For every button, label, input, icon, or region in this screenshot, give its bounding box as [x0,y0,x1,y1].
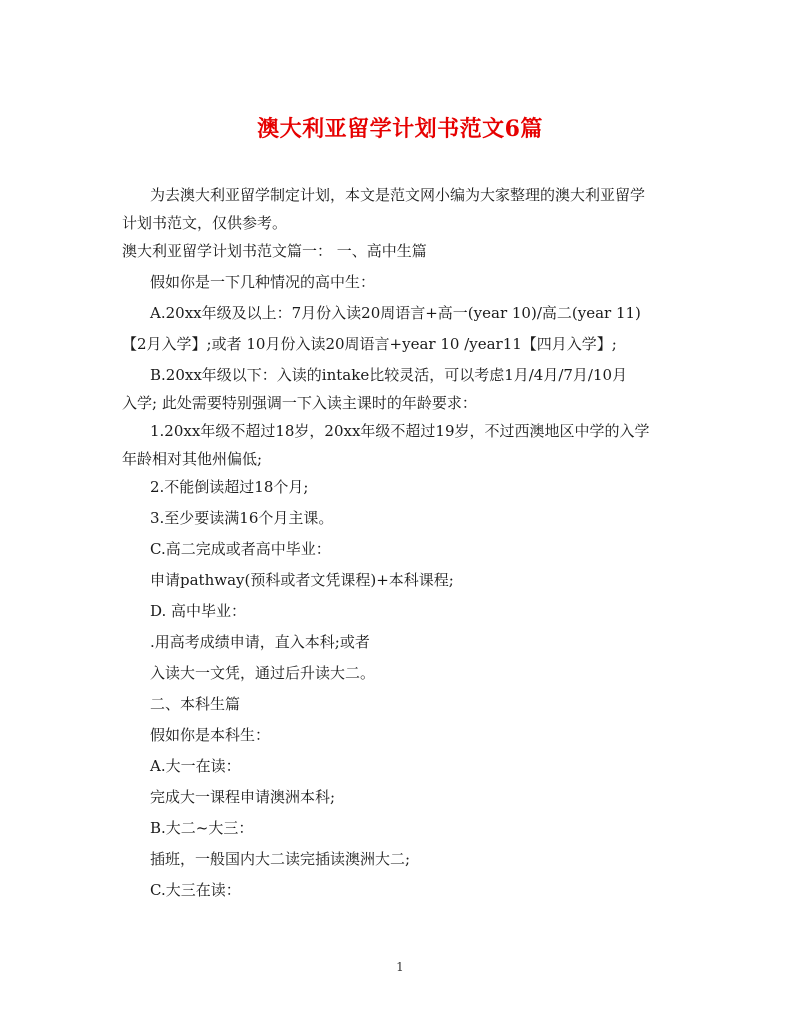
paragraph-line: 假如你是一下几种情况的高中生： [150,273,376,291]
paragraph-line: A.大一在读： [150,757,241,775]
paragraph-line: A.20xx年级及以上：7月份入读20周语言+高一(year 10)/高二(year 11) [150,304,641,322]
paragraph-line: 假如你是本科生： [150,726,271,744]
paragraph-line: D. 高中毕业： [150,602,247,620]
paragraph-line: 为去澳大利亚留学制定计划，本文是范文网小编为大家整理的澳大利亚留学 [150,186,646,204]
paragraph-line: 插班，一般国内大二读完插读澳洲大二; [150,850,411,868]
paragraph-line: 完成大一课程申请澳洲本科; [150,788,336,806]
paragraph-line: 申请pathway(预科或者文凭课程)+本科课程; [150,571,454,589]
paragraph-line: B.20xx年级以下：入读的intake比较灵活，可以考虑1月/4月/7月/10月 [150,366,628,384]
page-number: 1 [396,960,404,974]
paragraph-line: 1.20xx年级不超过18岁，20xx年级不超过19岁，不过西澳地区中学的入学 [150,422,650,440]
paragraph-line: 计划书范文，仅供参考。 [122,214,288,232]
paragraph-line: 年龄相对其他州偏低; [122,450,263,468]
document-title: 澳大利亚留学计划书范文6篇 [257,116,543,142]
paragraph-line: 2.不能倒读超过18个月; [150,478,309,496]
paragraph-line: 入学; 此处需要特别强调一下入读主课时的年龄要求： [122,394,477,412]
paragraph-line: 【2月入学】;或者 10月份入读20周语言+year 10 /year11【四月入学】; [122,335,617,353]
paragraph-line: 澳大利亚留学计划书范文篇一： 一、高中生篇 [122,242,427,260]
paragraph-line: 3.至少要读满16个月主课。 [150,509,334,527]
paragraph-line: B.大二~大三： [150,819,254,837]
section-heading: 二、本科生篇 [150,695,241,713]
paragraph-line: .用高考成绩申请，直入本科;或者 [150,633,370,651]
paragraph-line: C.高二完成或者高中毕业： [150,540,331,558]
document-body [122,180,682,906]
paragraph-line: 入读大一文凭，通过后升读大二。 [150,664,376,682]
paragraph-line: C.大三在读： [150,881,241,899]
